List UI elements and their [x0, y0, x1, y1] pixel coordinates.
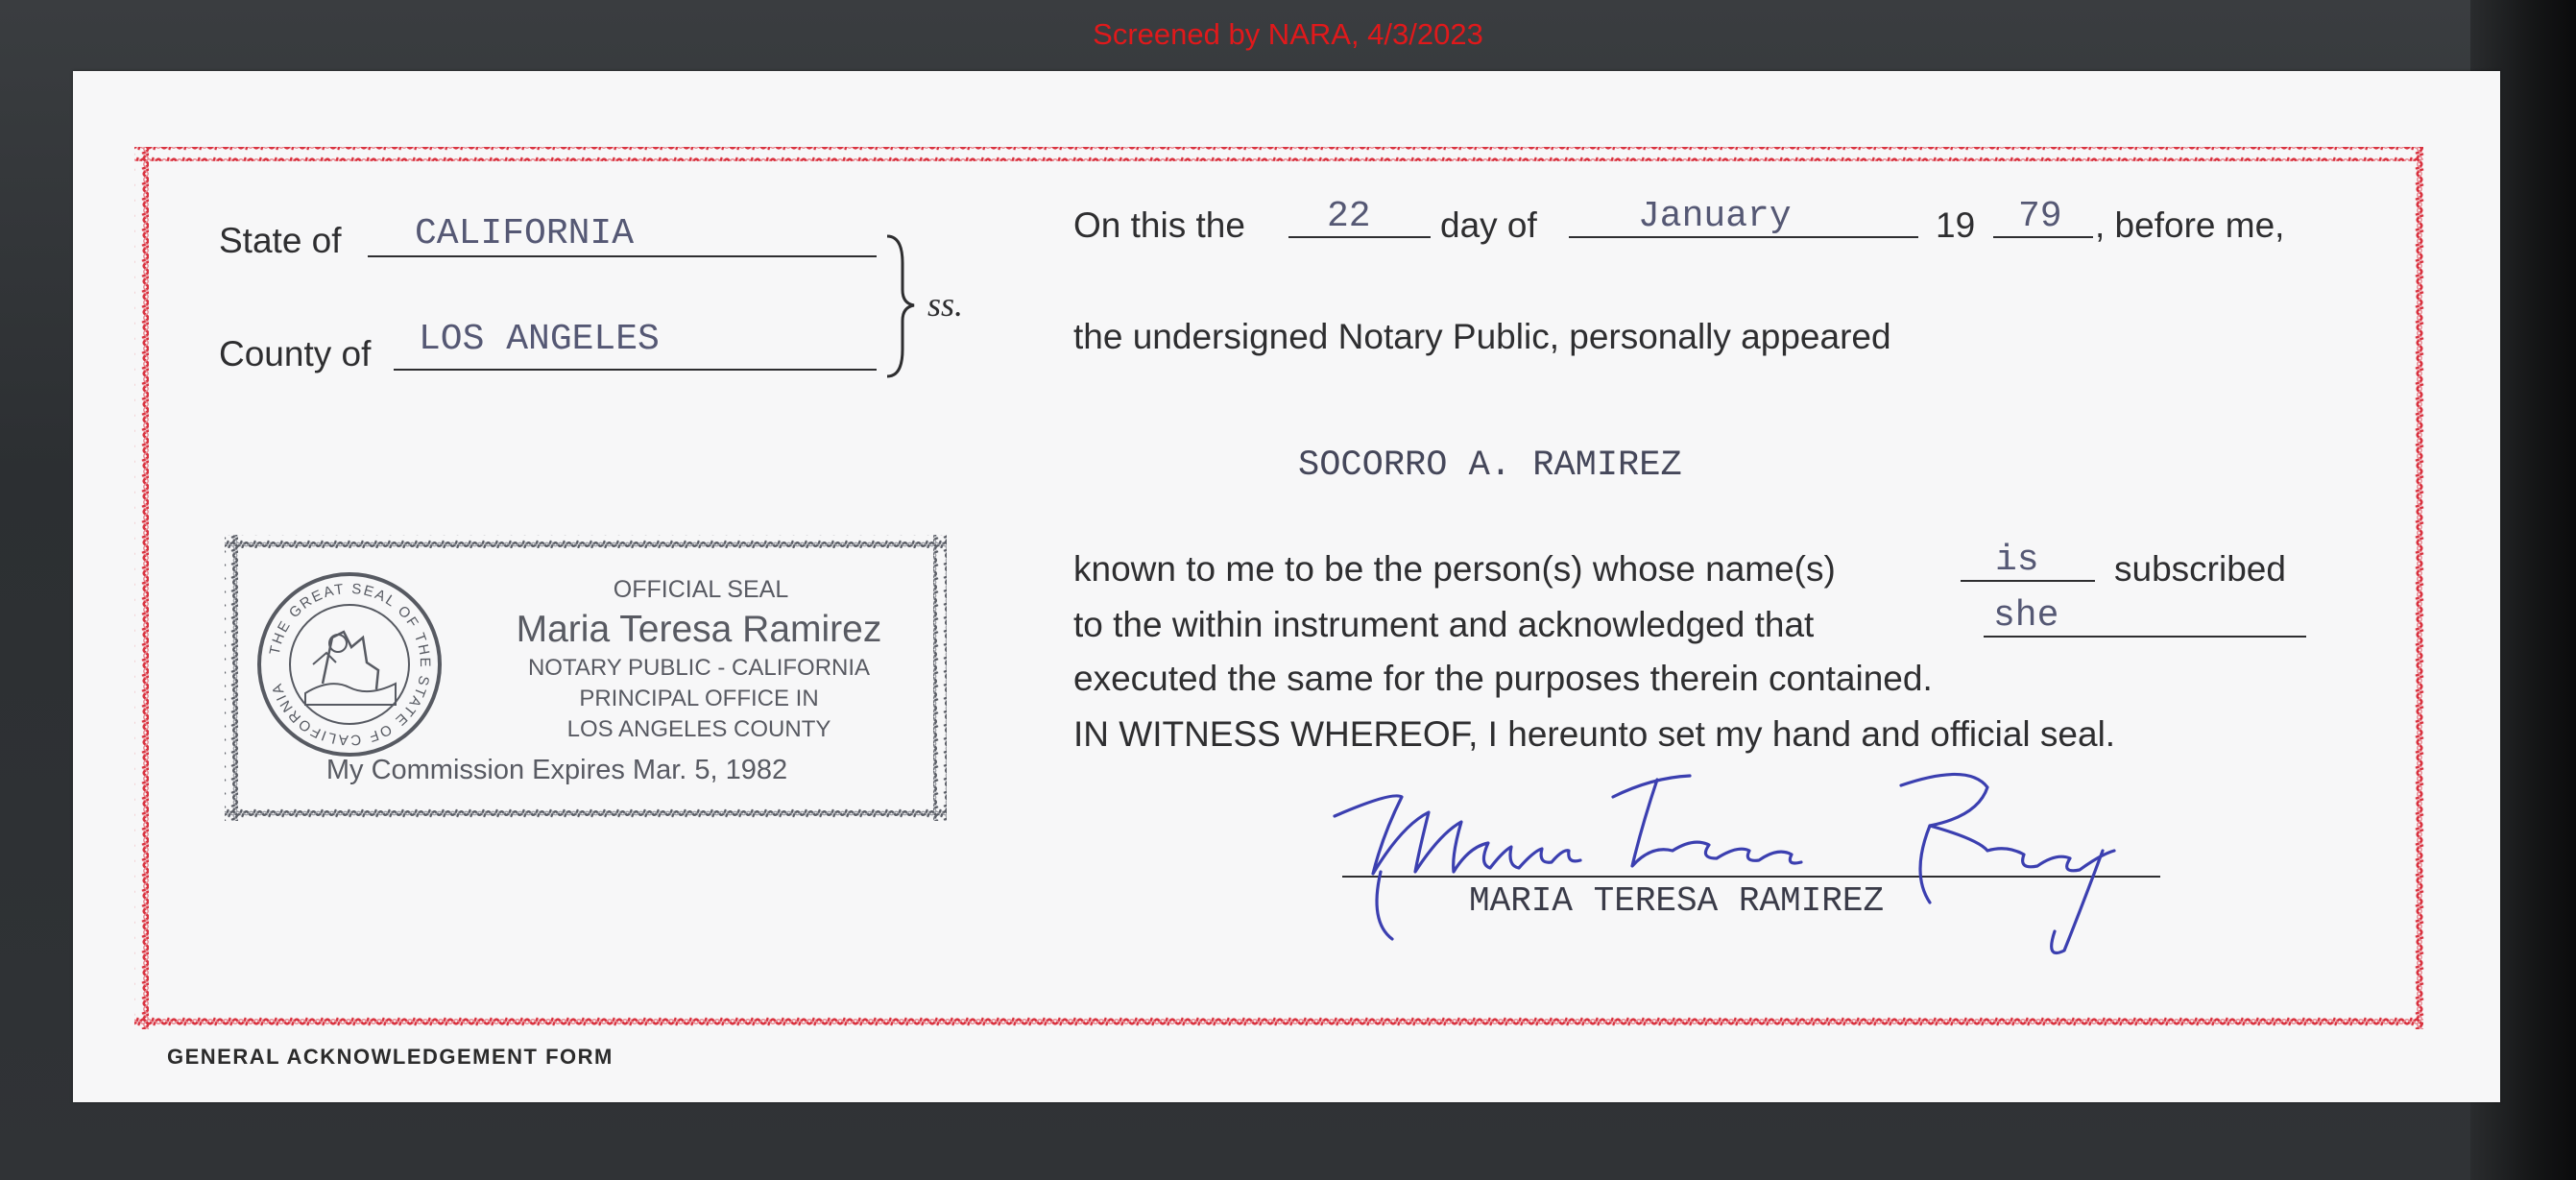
ack-line5: executed the same for the purposes therein contained.: [1073, 659, 1933, 698]
seal-heading: OFFICIAL SEAL: [613, 576, 789, 603]
ss-abbreviation: ss.: [927, 285, 964, 324]
venue-brace: [881, 234, 920, 378]
state-seal-emblem-icon: [255, 570, 444, 759]
notary-typed-name: MARIA TERESA RAMIREZ: [1469, 881, 1885, 921]
ack-line3-prefix: known to me to be the person(s) whose name(s): [1073, 549, 1836, 589]
verb-value: is: [1995, 540, 2039, 581]
ack-line4-prefix: to the within instrument and acknowledged that: [1073, 605, 1815, 644]
ack-line6: IN WITNESS WHEREOF, I hereunto set my hand and official seal.: [1073, 714, 2116, 754]
appearing-person-name: SOCORRO A. RAMIREZ: [1298, 446, 1682, 486]
ack-day-of: day of: [1440, 205, 1537, 245]
form-title: GENERAL ACKNOWLEDGEMENT FORM: [167, 1045, 614, 1069]
ack-line3-suffix: subscribed: [2114, 549, 2286, 589]
month-value: January: [1638, 196, 1792, 237]
ack-line2: the undersigned Notary Public, personally appeared: [1073, 317, 1891, 356]
seal-commission-expiry: My Commission Expires Mar. 5, 1982: [325, 755, 788, 785]
handwritten-signature: [1315, 759, 2141, 970]
day-value: 22: [1327, 196, 1371, 237]
archive-watermark: Screened by NARA, 4/3/2023: [1093, 17, 1483, 51]
ack-line1-prefix: On this the: [1073, 205, 1245, 245]
county-value: LOS ANGELES: [419, 319, 660, 360]
svg-text:THE GREAT SEAL OF THE STATE OF: THE GREAT SEAL OF THE STATE OF CALIFORNIA: [266, 580, 434, 749]
state-label: State of: [219, 221, 342, 260]
year-value: 79: [2018, 196, 2062, 237]
seal-line-notary-public: NOTARY PUBLIC - CALIFORNIA: [527, 655, 871, 681]
state-blank-line: [368, 255, 877, 257]
county-label: County of: [219, 334, 372, 373]
ack-century: 19: [1936, 205, 1976, 245]
seal-line-county: LOS ANGELES COUNTY: [566, 716, 831, 742]
seal-line-principal-office: PRINCIPAL OFFICE IN: [579, 686, 819, 711]
pronoun-value: she: [1993, 595, 2059, 637]
seal-notary-name: Maria Teresa Ramirez: [516, 609, 882, 650]
county-blank-line: [394, 369, 877, 371]
state-value: CALIFORNIA: [415, 213, 635, 254]
ack-before-me: , before me,: [2095, 205, 2285, 245]
